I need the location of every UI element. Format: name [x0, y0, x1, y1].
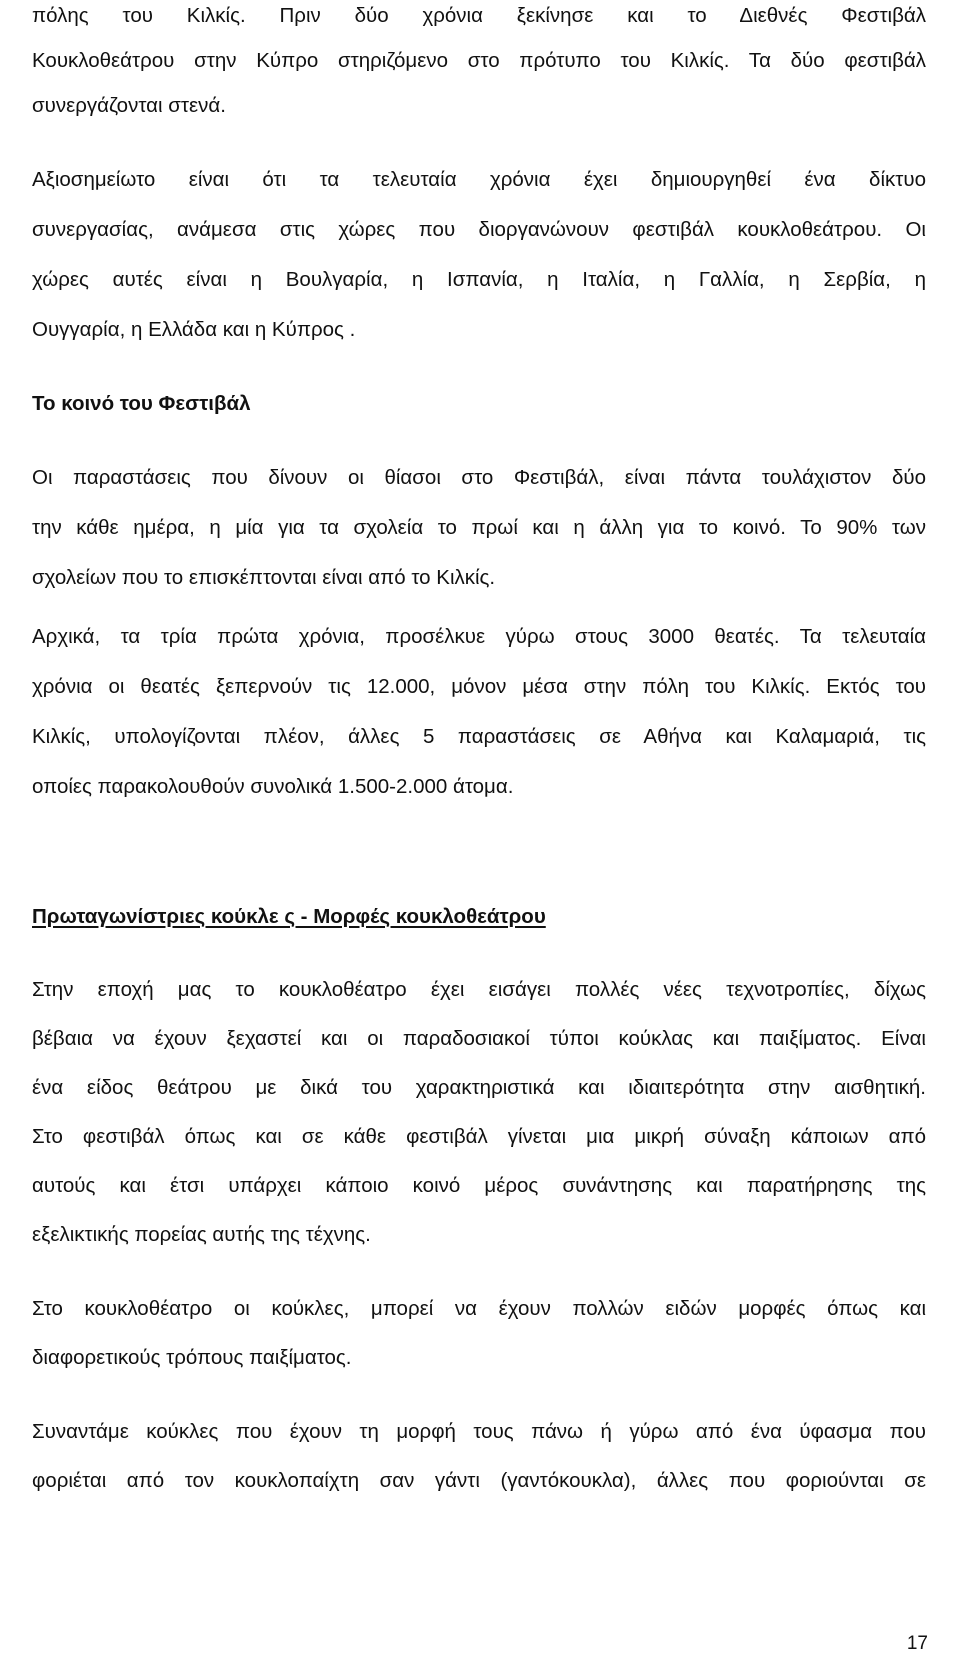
paragraph-3-line-1: Οι παραστάσεις που δίνουν οι θίασοι στο Φεστιβάλ, είναι πάντα τουλάχιστον δύο [32, 466, 926, 489]
paragraph-1-line-2: Κουκλοθεάτρου στην Κύπρο στηριζόμενο στο πρότυπο του Κιλκίς. Τα δύο φεστιβάλ [32, 49, 926, 72]
paragraph-7-line-2: φοριέται από τον κουκλοπαίχτη σαν γάντι (γαντόκουκλα), άλλες που φοριούνται σε [32, 1469, 926, 1492]
section-heading-audience: Το κοινό του Φεστιβάλ [32, 392, 251, 415]
paragraph-2-line-4: Ουγγαρία, η Ελλάδα και η Κύπρος . [32, 318, 356, 341]
paragraph-2-line-3: χώρες αυτές είναι η Βουλγαρία, η Ισπανία, η Ιταλία, η Γαλλία, η Σερβία, η [32, 268, 926, 291]
paragraph-5-line-3: ένα είδος θεάτρου με δικά του χαρακτηριστικά και ιδιαιτερότητα στην αισθητική. [32, 1076, 926, 1099]
paragraph-5-line-5: αυτούς και έτσι υπάρχει κάποιο κοινό μέρος συνάντησης και παρατήρησης της [32, 1174, 926, 1197]
paragraph-4-line-2: χρόνια οι θεατές ξεπερνούν τις 12.000, μόνον μέσα στην πόλη του Κιλκίς. Εκτός του [32, 675, 926, 698]
paragraph-2-line-2: συνεργασίας, ανάμεσα στις χώρες που διοργανώνουν φεστιβάλ κουκλοθεάτρου. Οι [32, 218, 926, 241]
paragraph-7-line-1: Συναντάμε κούκλες που έχουν τη μορφή τους πάνω ή γύρω από ένα ύφασμα που [32, 1420, 926, 1443]
paragraph-4-line-4: οποίες παρακολουθούν συνολικά 1.500-2.000 άτομα. [32, 775, 514, 798]
paragraph-5-line-1: Στην εποχή μας το κουκλοθέατρο έχει εισάγει πολλές νέες τεχνοτροπίες, δίχως [32, 978, 926, 1001]
paragraph-2-line-1: Αξιοσημείωτο είναι ότι τα τελευταία χρόνια έχει δημιουργηθεί ένα δίκτυο [32, 168, 926, 191]
paragraph-6-line-2: διαφορετικούς τρόπους παιξίματος. [32, 1346, 352, 1369]
paragraph-5-line-2: βέβαια να έχουν ξεχαστεί και οι παραδοσιακοί τύποι κούκλας και παιξίματος. Είναι [32, 1027, 926, 1050]
paragraph-6-line-1: Στο κουκλοθέατρο οι κούκλες, μπορεί να έχουν πολλών ειδών μορφές όπως και [32, 1297, 926, 1320]
section-heading-puppet-forms: Πρωταγωνίστριες κούκλε ς - Μορφές κουκλοθεάτρου [32, 905, 546, 928]
paragraph-1-line-3: συνεργάζονται στενά. [32, 94, 226, 117]
paragraph-3-line-3: σχολείων που το επισκέπτονται είναι από το Κιλκίς. [32, 566, 496, 589]
paragraph-3-line-2: την κάθε ημέρα, η μία για τα σχολεία το πρωί και η άλλη για το κοινό. Το 90% των [32, 516, 926, 539]
page-number: 17 [906, 1633, 928, 1654]
paragraph-1-line-1: πόλης του Κιλκίς. Πριν δύο χρόνια ξεκίνησε και το Διεθνές Φεστιβάλ [32, 4, 926, 27]
paragraph-5-line-4: Στο φεστιβάλ όπως και σε κάθε φεστιβάλ γίνεται μια μικρή σύναξη κάποιων από [32, 1125, 926, 1148]
paragraph-4-line-3: Κιλκίς, υπολογίζονται πλέον, άλλες 5 παραστάσεις σε Αθήνα και Καλαμαριά, τις [32, 725, 926, 748]
paragraph-5-line-6: εξελικτικής πορείας αυτής της τέχνης. [32, 1223, 371, 1246]
paragraph-4-line-1: Αρχικά, τα τρία πρώτα χρόνια, προσέλκυε γύρω στους 3000 θεατές. Τα τελευταία [32, 625, 926, 648]
